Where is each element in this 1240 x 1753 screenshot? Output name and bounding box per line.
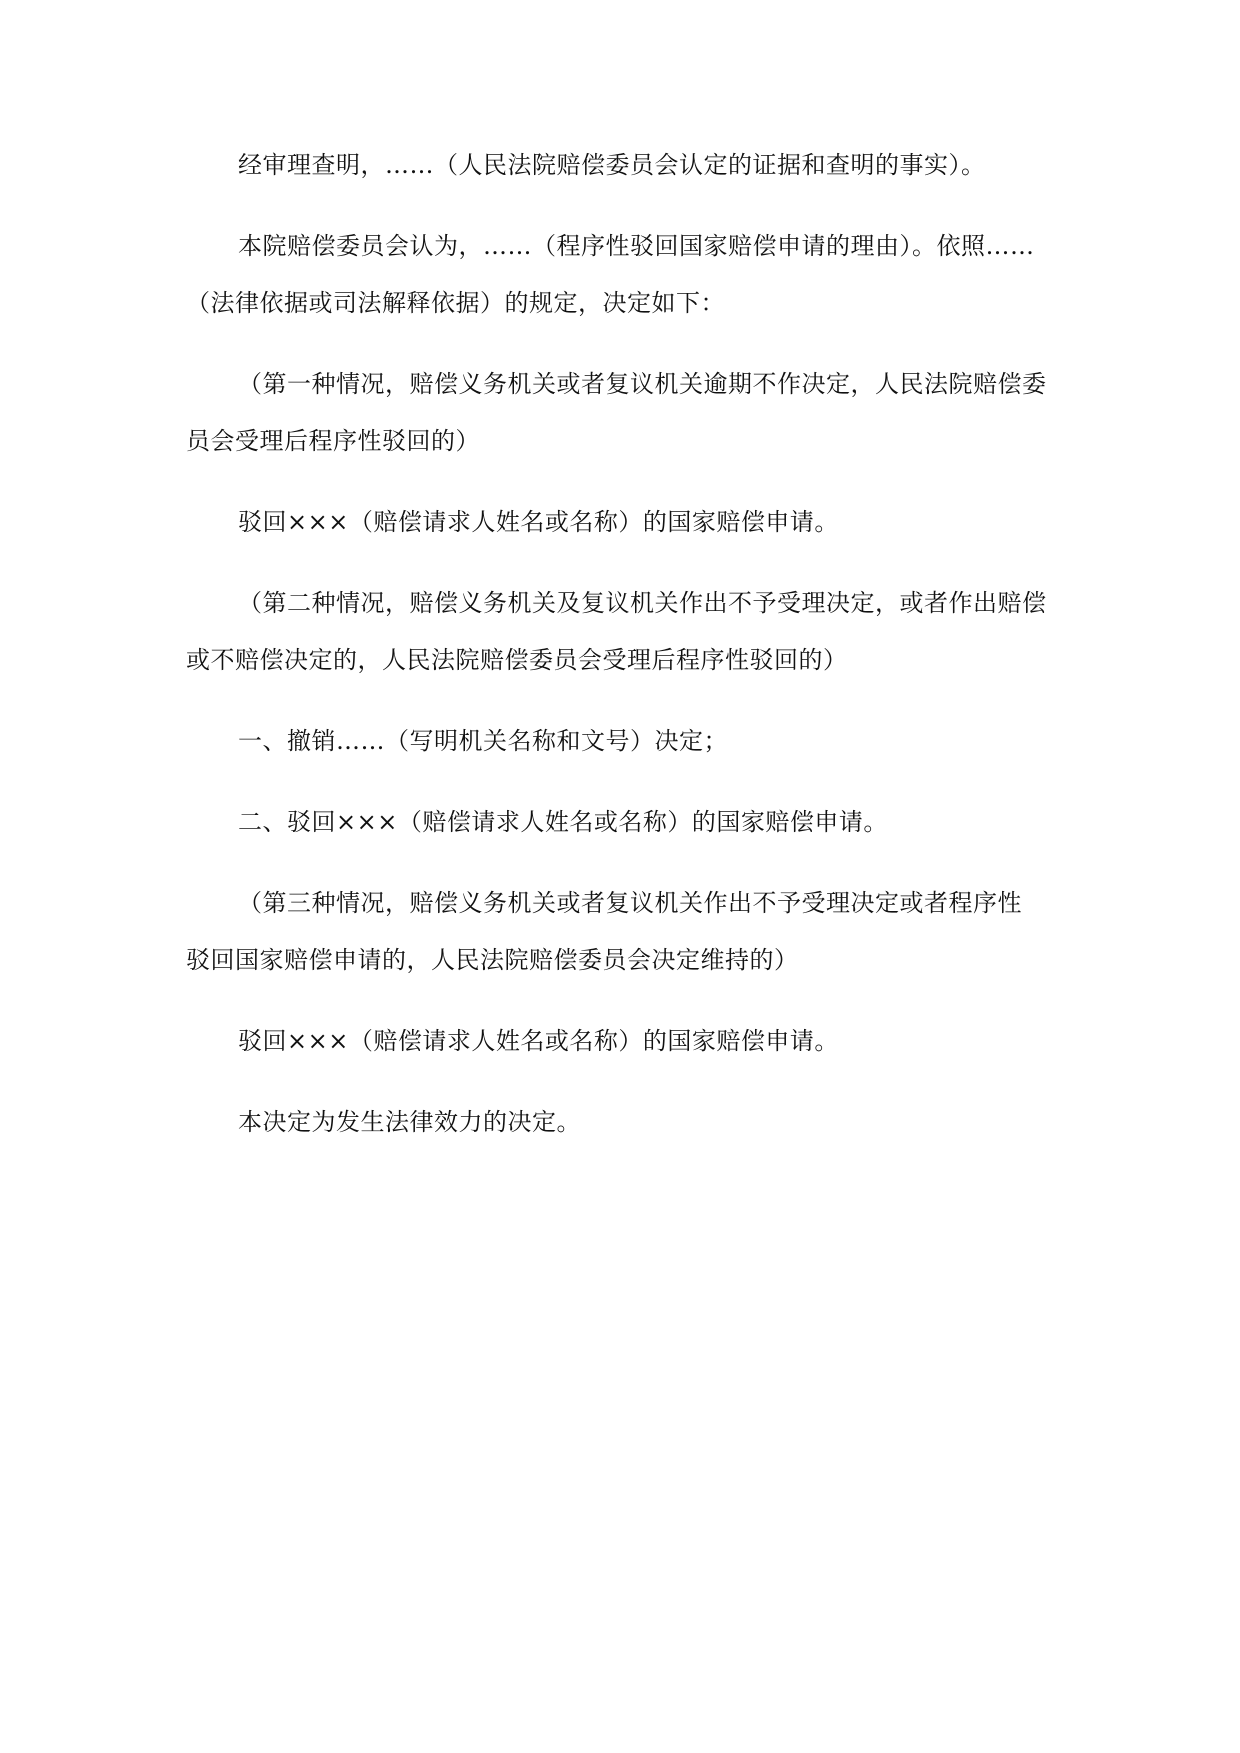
case-one-heading-line-2: 员会受理后程序性驳回的） [186,427,480,455]
case-three-decision: 驳回×××（赔偿请求人姓名或名称）的国家赔偿申请。 [238,1027,839,1055]
case-two-decision-item-2: 二、驳回×××（赔偿请求人姓名或名称）的国家赔偿申请。 [238,808,888,836]
paragraph-reasoning-line-1: 本院赔偿委员会认为，……（程序性驳回国家赔偿申请的理由）。依照…… [238,232,1035,260]
case-two-heading-line-1: （第二种情况，赔偿义务机关及复议机关作出不予受理决定，或者作出赔偿 [238,589,1047,617]
paragraph-reasoning-line-2: （法律依据或司法解释依据）的规定，决定如下： [186,289,725,317]
case-one-heading-line-1: （第一种情况，赔偿义务机关或者复议机关逾期不作决定，人民法院赔偿委 [238,370,1047,398]
case-three-heading-line-1: （第三种情况，赔偿义务机关或者复议机关作出不予受理决定或者程序性 [238,889,1022,917]
case-two-decision-item-1: 一、撤销……（写明机关名称和文号）决定； [238,727,728,755]
paragraph-findings: 经审理查明，……（人民法院赔偿委员会认定的证据和查明的事实）。 [238,151,986,179]
case-three-heading-line-2: 驳回国家赔偿申请的，人民法院赔偿委员会决定维持的） [186,946,799,974]
legal-effect-statement: 本决定为发生法律效力的决定。 [238,1108,581,1136]
case-one-decision: 驳回×××（赔偿请求人姓名或名称）的国家赔偿申请。 [238,508,839,536]
case-two-heading-line-2: 或不赔偿决定的，人民法院赔偿委员会受理后程序性驳回的） [186,646,848,674]
